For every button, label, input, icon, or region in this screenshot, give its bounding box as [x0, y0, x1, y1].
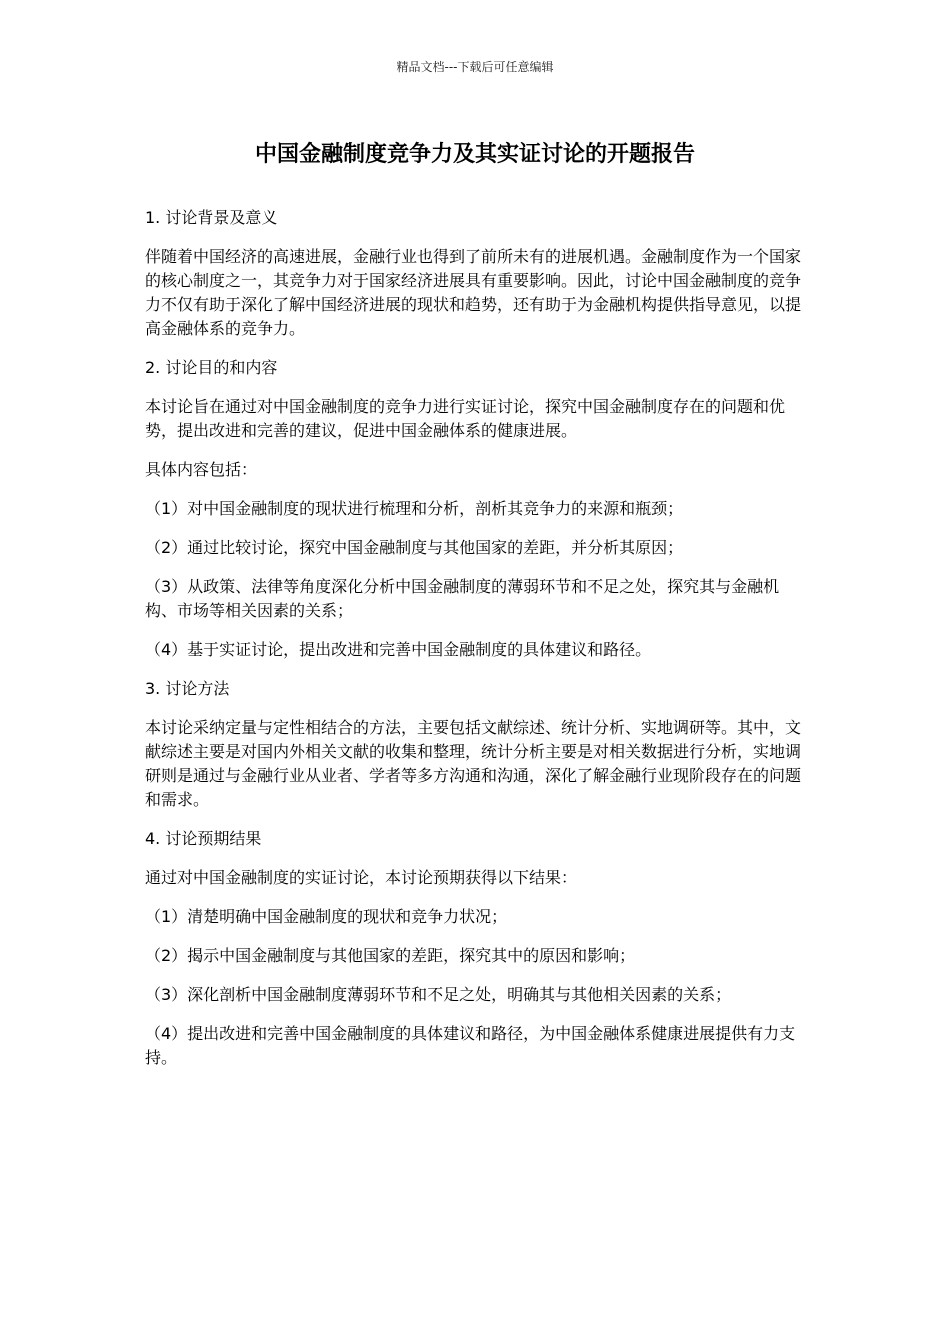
list-item: （2）通过比较讨论，探究中国金融制度与其他国家的差距，并分析其原因；	[145, 538, 684, 557]
section-heading: 4. 讨论预期结果	[145, 829, 262, 848]
paragraph: 本讨论旨在通过对中国金融制度的竞争力进行实证讨论，探究中国金融制度存在的问题和优势，提出改进和完善的建议，促进中国金融体系的健康进展。	[145, 397, 786, 440]
list-item: （1）对中国金融制度的现状进行梳理和分析，剖析其竞争力的来源和瓶颈；	[145, 499, 684, 518]
paragraph: 具体内容包括：	[145, 460, 258, 479]
document-body	[145, 206, 810, 1085]
section-heading: 1. 讨论背景及意义	[145, 208, 278, 227]
section-heading: 2. 讨论目的和内容	[145, 358, 278, 377]
paragraph: 伴随着中国经济的高速进展，金融行业也得到了前所未有的进展机遇。金融制度作为一个国家的核心制度之一，其竞争力对于国家经济进展具有重要影响。因此，讨论中国金融制度的竞争力不仅有助于深化了解中国经济进展的现状和趋势，还有助于为金融机构提供指导意见，以提高金融体系的竞争力。	[145, 247, 802, 338]
paragraph: 本讨论采纳定量与定性相结合的方法，主要包括文献综述、统计分析、实地调研等。其中，文献综述主要是对国内外相关文献的收集和整理，统计分析主要是对相关数据进行分析，实地调研则是通过与金融行业从业者、学者等多方沟通和沟通，深化了解金融行业现阶段存在的问题和需求。	[145, 718, 802, 809]
list-item: （3）从政策、法律等角度深化分析中国金融制度的薄弱环节和不足之处，探究其与金融机构、市场等相关因素的关系；	[145, 577, 780, 620]
list-item: （4）提出改进和完善中国金融制度的具体建议和路径，为中国金融体系健康进展提供有力支持。	[145, 1024, 796, 1067]
list-item: （2）揭示中国金融制度与其他国家的差距，探究其中的原因和影响；	[145, 946, 636, 965]
list-item: （3）深化剖析中国金融制度薄弱环节和不足之处，明确其与其他相关因素的关系；	[145, 985, 732, 1004]
page-header-watermark: 精品文档---下载后可任意编辑	[396, 60, 554, 74]
document-title: 中国金融制度竞争力及其实证讨论的开题报告	[254, 142, 695, 167]
paragraph: 通过对中国金融制度的实证讨论，本讨论预期获得以下结果：	[145, 868, 578, 887]
list-item: （4）基于实证讨论，提出改进和完善中国金融制度的具体建议和路径。	[145, 640, 652, 659]
section-heading: 3. 讨论方法	[145, 679, 230, 698]
list-item: （1）清楚明确中国金融制度的现状和竞争力状况；	[145, 907, 508, 926]
